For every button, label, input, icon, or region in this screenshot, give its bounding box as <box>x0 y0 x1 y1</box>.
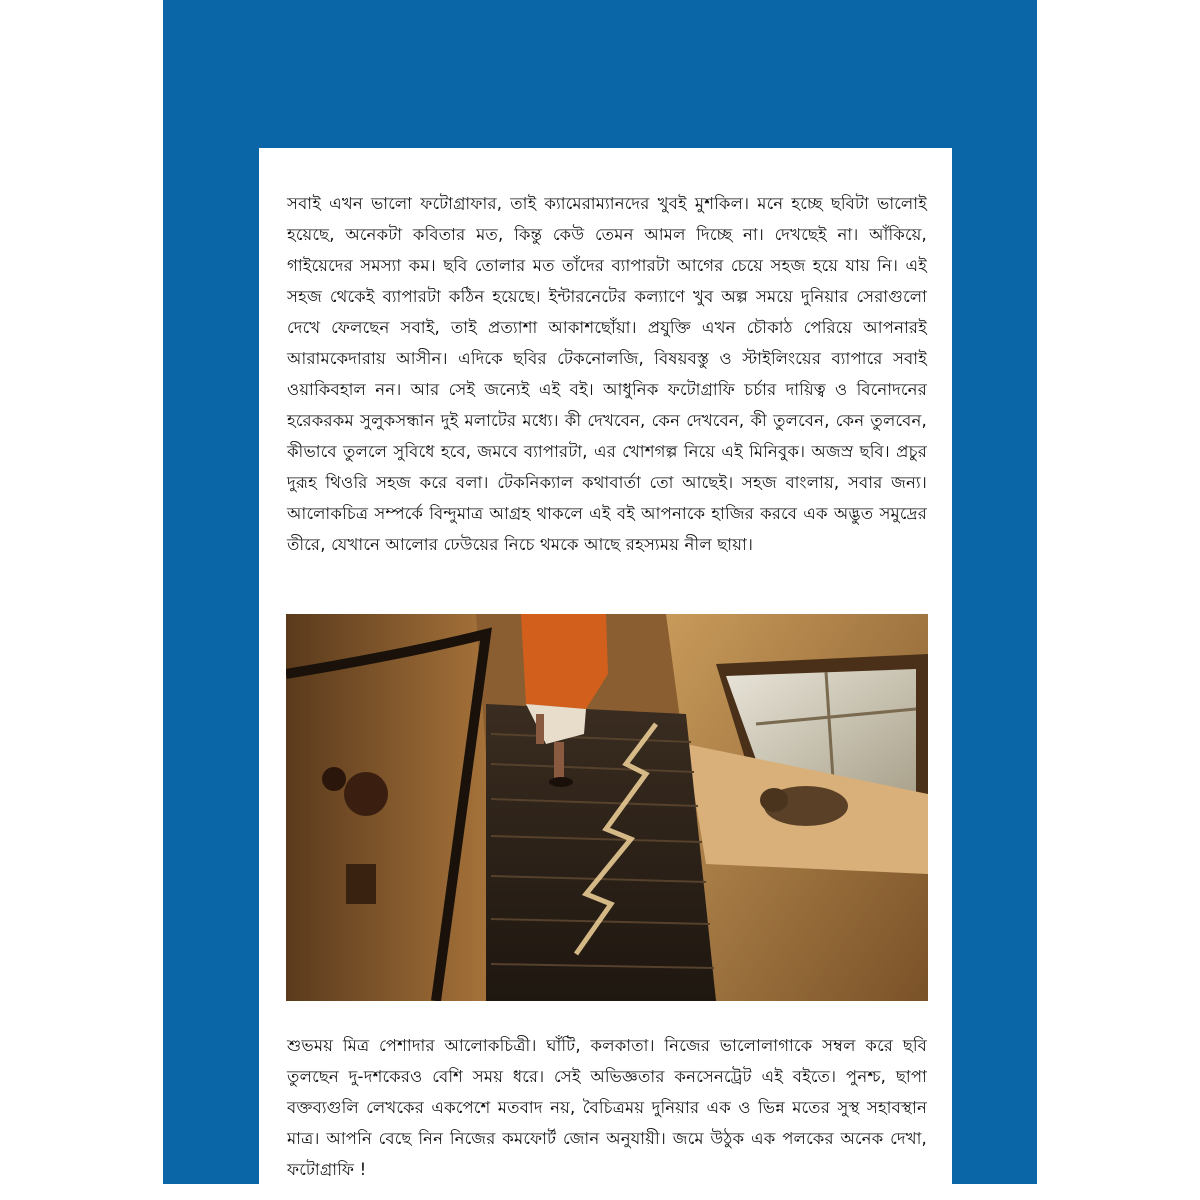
blurb-paragraph: সবাই এখন ভালো ফটোগ্রাফার, তাই ক্যামেরাম্যানদের খুবই মুশকিল। মনে হচ্ছে ছবিটা ভালোই হয়েছে, অনেকটা কবিতার মত, কিন্তু কেউ তেমন আমল দিচ্ছে না। দেখছেই না। আঁকিয়ে, গাইয়েদের সমস্যা কম। ছবি তোলার মত তাঁদের ব্যাপারটা আগের চেয়ে সহজ হয়ে যায় নি। এই সহজ থেকেই ব্যাপারটা কঠিন হয়েছে। ইন্টারনেটের কল্যাণে খুব অল্প সময়ে দুনিয়ার সেরাগুলো দেখে ফেলছেন সবাই, তাই প্রত্যাশা আকাশছোঁয়া। প্রযুক্তি এখন চৌকাঠ পেরিয়ে আপনারই আরামকেদারায় আসীন। এদিকে ছবির টেকনোলজি, বিষয়বস্তু ও স্টাইলিংয়ের ব্যাপারে সবাই ওয়াকিবহাল নন। আর সেই জন্যেই এই বই। আধুনিক ফটোগ্রাফি চর্চার দায়িত্ব ও বিনোদনের হরেকরকম সুলুকসন্ধান দুই মলাটের মধ্যে। কী দেখবেন, কেন দেখবেন, কী তুলবেন, কেন তুলবেন, কীভাবে তুললে সুবিধে হবে, জমবে ব্যাপারটা, এর খোশগল্প নিয়ে এই মিনিবুক। অজস্র ছবি। প্রচুর দুরূহ থিওরি সহজ করে বলা। টেকনিক্যাল কথাবার্তা তো আছেই। সহজ বাংলায়, সবার জন্য। আলোকচিত্র সম্পর্কে বিন্দুমাত্র আগ্রহ থাকলে এই বই আপনাকে হাজির করবে এক অদ্ভুত সমুদ্রের তীরে, যেখানে আলোর ঢেউয়ের নিচে থমকে আছে রহস্যময় নীল ছায়া। <box>287 194 927 554</box>
white-text-panel <box>259 148 952 1200</box>
staircase-photo <box>286 614 928 1001</box>
staircase-illustration <box>286 614 928 1001</box>
author-bio-paragraph: শুভময় মিত্র পেশাদার আলোকচিত্রী। ঘাঁটি, কলকাতা। নিজের ভালোলাগাকে সম্বল করে ছবি তুলছেন দু-দশকেরও বেশি সময় ধরে। সেই অভিজ্ঞতার কনসেনট্রেট এই বইতে। পুনশ্চ, ছাপা বক্তব্যগুলি লেখকের একপেশে মতবাদ নয়, বৈচিত্রময় দুনিয়ার এক ও ভিন্ন মতের সুস্থ সহাবস্থান মাত্র। আপনি বেছে নিন নিজের কমফোর্ট জোন অনুযায়ী। জমে উঠুক এক পলকের অনেক দেখা, ফটোগ্রাফি ! <box>287 1036 927 1179</box>
